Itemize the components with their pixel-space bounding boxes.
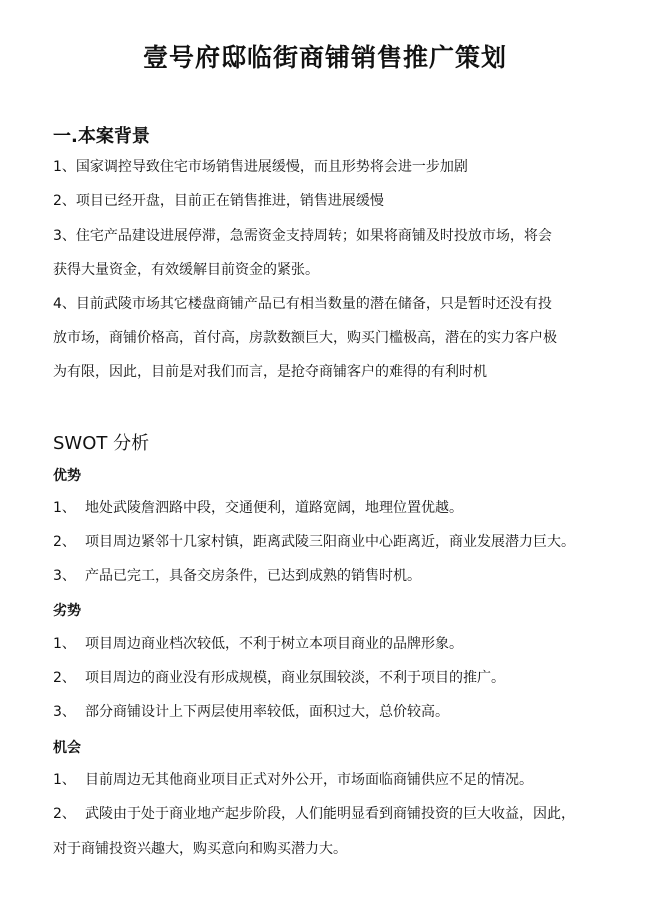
item-text: 项目周边紧邻十几家村镇，距离武陵三阳商业中心距离近，商业发展潜力巨大。	[85, 534, 575, 550]
weakness-item	[53, 668, 613, 688]
item-text: 项目周边的商业没有形成规模，商业氛围较淡，不利于项目的推广。	[85, 670, 505, 686]
opportunities-heading: 机会	[53, 740, 81, 756]
item-number: 1、	[53, 500, 76, 516]
weaknesses-heading: 劣势	[53, 603, 81, 619]
item-number: 1、	[53, 636, 76, 652]
item-text: 地处武陵詹泗路中段，交通便利，道路宽阔，地理位置优越。	[85, 500, 463, 516]
document-title: 壹号府邸临街商铺销售推广策划	[142, 43, 507, 72]
background-line: 1、国家调控导致住宅市场销售进展缓慢，而且形势将会进一步加剧	[53, 159, 468, 175]
item-number: 1、	[53, 772, 76, 788]
strength-item	[53, 532, 613, 552]
background-line: 4、目前武陵市场其它楼盘商铺产品已有相当数量的潜在储备，只是暂时还没有投	[53, 296, 552, 312]
strength-item	[53, 566, 613, 586]
background-line: 3、住宅产品建设进展停滞，急需资金支持周转；如果将商铺及时投放市场，将会	[53, 228, 552, 244]
item-text: 部分商铺设计上下两层使用率较低，面积过大，总价较高。	[85, 704, 449, 720]
item-number: 3、	[53, 568, 76, 584]
strength-item	[53, 498, 613, 518]
item-text: 项目周边商业档次较低，不利于树立本项目商业的品牌形象。	[85, 636, 463, 652]
background-line: 2、项目已经开盘，目前正在销售推进，销售进展缓慢	[53, 193, 384, 209]
background-line: 为有限，因此，目前是对我们而言，是抢夺商铺客户的难得的有利时机	[53, 364, 487, 380]
weakness-item	[53, 634, 613, 654]
item-text: 产品已完工，具备交房条件，已达到成熟的销售时机。	[85, 568, 421, 584]
background-line: 放市场，商铺价格高，首付高，房款数额巨大，购买门槛极高，潜在的实力客户极	[53, 330, 557, 346]
section-heading-background: 一.本案背景	[53, 126, 150, 147]
background-line: 获得大量资金，有效缓解目前资金的紧张。	[53, 262, 319, 278]
section-heading-swot: SWOT 分析	[53, 433, 150, 454]
item-number: 2、	[53, 534, 76, 550]
item-number: 2、	[53, 806, 76, 822]
strengths-heading: 优势	[53, 468, 81, 484]
item-number: 3、	[53, 704, 76, 720]
weakness-item	[53, 702, 613, 722]
opportunity-continuation: 对于商铺投资兴趣大，购买意向和购买潜力大。	[53, 841, 347, 857]
opportunity-item	[53, 804, 613, 824]
item-text: 武陵由于处于商业地产起步阶段，人们能明显看到商铺投资的巨大收益，因此，	[85, 806, 575, 822]
item-text: 目前周边无其他商业项目正式对外公开，市场面临商铺供应不足的情况。	[85, 772, 533, 788]
item-number: 2、	[53, 670, 76, 686]
opportunity-item	[53, 770, 613, 790]
